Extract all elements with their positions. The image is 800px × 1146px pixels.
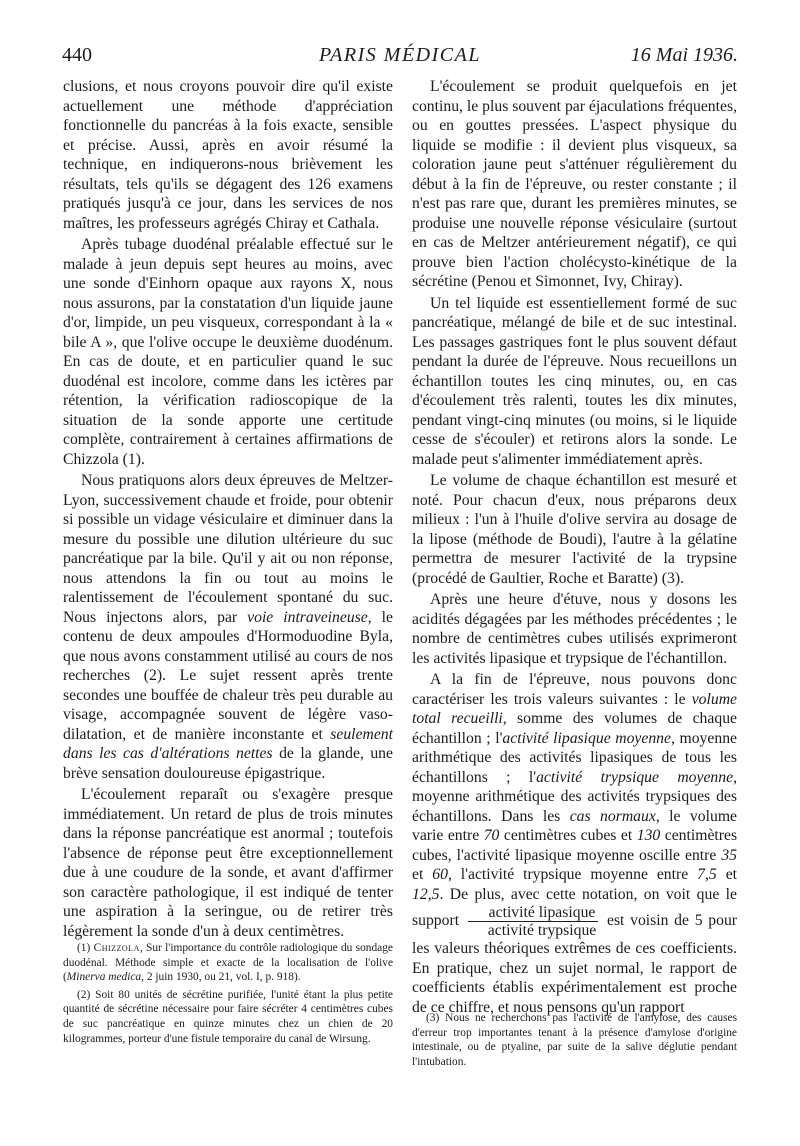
paragraph: Après tubage duodénal préalable effectué sur le malade à jeun depuis sept heures au moins, avec une sonde d'Einhorn opaque aux rayons X, nous nous assurons, par la constatation d'un liquide jaune d'or, limpide, un peu visqueux, correspondant à la « bile A », que l'olive occupe le deuxième duodénum. En cas de doute, et en particulier quand le suc duodénal est incolore, comme dans les ictères par rétention, la vérification radioscopique de la situation de la sonde apporte une certitude complète, contrairement à certaines affirmations de Chizzola (1).: [63, 236, 393, 468]
footnote-2: (2) Soit 80 unités de sécrétine purifiée, l'unité étant la plus petite quantité de sécrétine nécessaire pour faire sécréter 4 centimètres cubes de suc pancréatique en quinze minutes chez un chien de 20 kilogrammes, porteur d'une fistule temporaire du canal de Wirsung.: [63, 988, 393, 1045]
journal-title: PARIS MÉDICAL: [319, 44, 481, 66]
fraction-numerator: activité lipasique: [468, 904, 598, 922]
paragraph: L'écoulement reparaît ou s'exagère presque immédiatement. Un retard de plus de trois minutes dans la réponse pancréatique est anormal ; toutefois l'absence de réponse peut être exceptionnellement due à une coudure de la sonde, et avant d'affirmer son caractère pathologique, il est indiqué de tenter une aspiration à la seringue, ou de retirer très légèrement la sonde d'un à deux centimètres.: [63, 786, 393, 940]
footnote-1: (1) Chizzola, Sur l'importance du contrôle radiologique du sondage duodénal. Méthode simple et exacte de la localisation de l'olive (Minerva medica, 2 juin 1930, ou 21, vol. I, p. 918).: [63, 942, 393, 984]
ratio-fraction: [468, 904, 598, 939]
footnote-3: (3) Nous ne recherchons pas l'activité de l'amylose, des causes d'erreur trop importantes tenant à la présence d'amylose d'origine intestinale, ou de ptyaline, par suite de la salive déglutie pendant l'intubation.: [412, 1012, 737, 1068]
paragraph: Un tel liquide est essentiellement formé de suc pancréatique, mélangé de bile et de suc intestinal. Les passages gastriques font le plus souvent défaut pendant la durée de l'épreuve. Nous recueillons un échantillon toutes les cinq minutes, ou, en cas d'écoulement très ralenti, toutes les dix minutes, pendant vingt-cinq minutes (ou moins, si le liquide cesse de s'écouler) et retirons alors la sonde. Le malade peut s'alimenter immédiatement après.: [412, 294, 737, 468]
paragraph: clusions, et nous croyons pouvoir dire qu'il existe actuellement une méthode d'appréciation fonctionnelle du pancréas à la fois exacte, sensible et précise. Aussi, après en avoir résumé la technique, en indiquerons-nous brièvement les résultats, tels qu'ils se dégagent des 126 examens pratiqués jusqu'à ce jour, dans les services de nos maîtres, les professeurs agrégés Chiray et Cathala.: [63, 78, 393, 232]
fraction-denominator: activité trypsique: [487, 922, 597, 939]
paragraph: L'écoulement se produit quelquefois en jet continu, le plus souvent par éjaculations fréquentes, ou en gouttes pressées. L'aspect physique du liquide se modifie : il devient plus visqueux, sa coloration jaune peut s'atténuer régulièrement du début à la fin de l'épreuve, ou rester constante ; il n'est pas rare que, durant les premières minutes, se produise une nouvelle réponse vésiculaire (surtout en cas de Meltzer antérieurement négatif), ce qui prouve bien l'action cholécysto-kinétique de la sécrétine (Penou et Simonnet, Ivy, Chiray).: [412, 78, 737, 290]
footnotes-right: [412, 1011, 737, 1072]
paragraph: A la fin de l'épreuve, nous pouvons donc caractériser les trois valeurs suivantes : le volume total recueilli, somme des volumes de chaque échantillon ; l'activité lipasique moyenne, moyenne arithmétique des activités lipasiques de tous les échantillons ; l'activité trypsique moyenne, moyenne arithmétique des activités trypsiques des échantillons. Dans les cas normaux, le volume varie entre 70 centimètres cubes et 130 centimètres cubes, l'activité lipasique moyenne oscille entre 35 et 60, l'activité trypsique moyenne entre 7,5 et 12,5. De plus, avec cette notation, on voit que le support $\frac{\text{activité lipasique}}{\text{activité trypsique}}$ est voisin de 5 pour les valeurs théoriques extrêmes de ces coefficients. En pratique, chez un sujet normal, le rapport de coefficients établis expérimentalement est proche de ce chiffre, et nous pensons qu'un rapport: [412, 671, 738, 1016]
paragraph: Nous pratiquons alors deux épreuves de Meltzer-Lyon, successivement chaude et froide, pour obtenir si possible un vidage vésiculaire et diminuer dans la mesure du possible une dilution ultérieure du suc pancréatique par la bile. Qu'il y ait ou non réponse, nous attendons la fin ou tout au moins le ralentissement de l'écoulement spontané du suc. Nous injectons alors, par voie intraveineuse, le contenu de deux ampoules d'Hormoduodine Byla, que nous avons constamment utilisé au cours de nos recherches (2). Le sujet ressent après trente secondes une bouffée de chaleur très peu durable au visage, accompagnée souvent de légère vaso-dilatation, et de manière inconstante et seulement dans les cas d'altérations nettes de la glande, une brève sensation douloureuse épigastrique.: [63, 472, 393, 782]
paragraph: Le volume de chaque échantillon est mesuré et noté. Pour chacun d'eux, nous préparons deux milieux : l'un à l'huile d'olive servira au dosage de la lipose (méthode de Boudi), l'autre à la gélatine permettra de mesurer l'activité de la trypsine (procédé de Gaultier, Roche et Baratte) (3).: [412, 472, 737, 587]
page-number: 440: [62, 44, 92, 66]
emphasis: seulement dans les cas d'altérations nettes: [63, 725, 393, 762]
left-column: [63, 77, 393, 941]
emphasis: voie intraveineuse: [247, 608, 368, 626]
issue-date: 16 Mai 1936.: [630, 44, 738, 66]
page-header: [62, 44, 738, 74]
right-column: [412, 77, 737, 1017]
footnotes-left: [63, 941, 393, 1049]
paragraph: Après une heure d'étuve, nous y dosons les acidités dégagées par les méthodes précédentes ; le nombre de centimètres cubes utilisés exprimeront les activités lipasique et trypsique de l'échantillon.: [412, 591, 737, 667]
